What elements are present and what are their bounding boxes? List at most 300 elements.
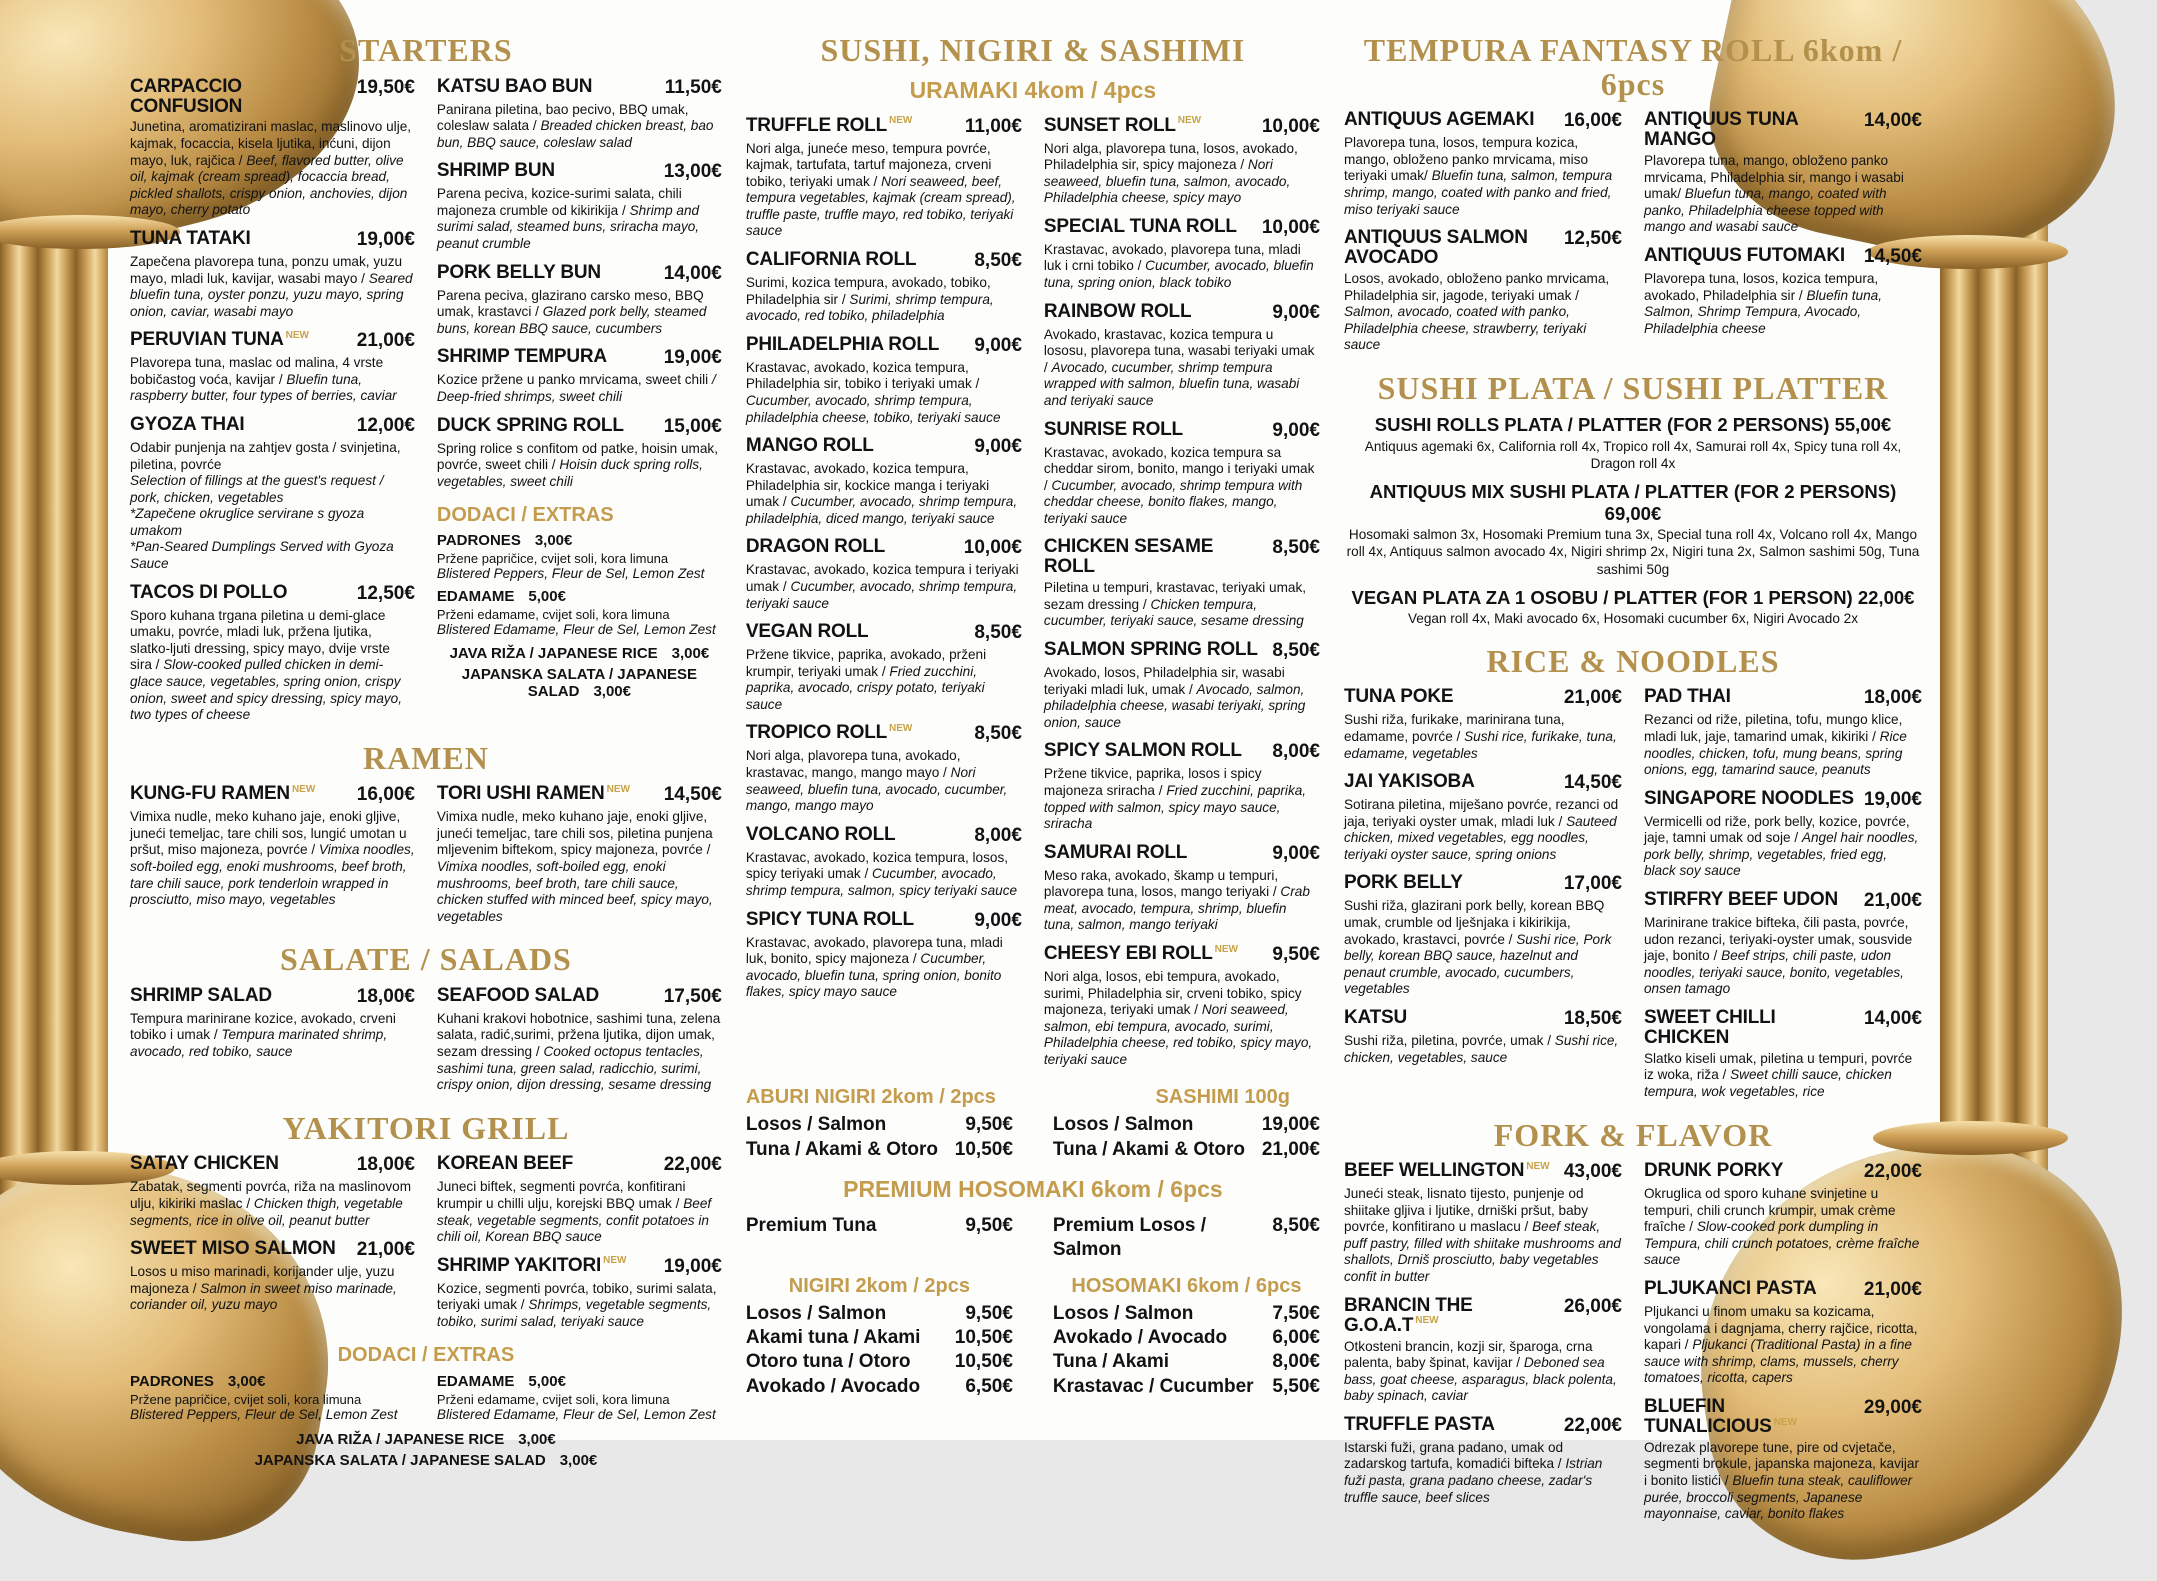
sub-column-right — [437, 1373, 722, 1429]
platter-description: Antiquus agemaki 6x, California roll 4x, Tropico roll 4x, Samurai roll 4x, Spicy tuna roll 4x, Dragon roll 4x — [1364, 438, 1902, 472]
item-name: ANTIQUUS TUNA MANGO — [1643, 109, 1798, 151]
menu-item — [1644, 789, 1922, 880]
table-row-label: Losos / Salmon — [1052, 1302, 1194, 1324]
item-description: Kuhani krakovi hobotnice, sashimi tuna, zelena salata, radić,surimi, pržena ljutika, dijon umak, sezam dressing / Cooked octopus tentacles, sashimi tuna, green salad, radicchio, surimi, crispy onion, dijon dressing, sesame dressing — [436, 1010, 721, 1093]
section-starters-items — [130, 77, 722, 734]
extra-row — [130, 1431, 722, 1448]
table-row — [746, 1214, 1013, 1238]
price-table — [1053, 1273, 1320, 1399]
extras-heading: DODACI / EXTRAS — [436, 504, 614, 527]
item-price: 9,00€ — [974, 334, 1022, 356]
sub-column-right — [1644, 687, 1922, 1110]
extra-name: EDAMAME — [436, 1373, 515, 1391]
extra-row-label: JAVA RIŽA / JAPANESE RICE — [449, 645, 658, 663]
menu-item — [130, 784, 415, 908]
item-price: 14,50€ — [1563, 772, 1622, 794]
menu-item — [1044, 116, 1320, 207]
extra-row-label: JAVA RIŽA / JAPANESE RICE — [296, 1431, 505, 1449]
platter-name: SUSHI ROLLS PLATA / PLATTER (FOR 2 PERSONS) 55,00€ — [1374, 414, 1892, 436]
item-description: Krastavac, avokado, kozica tempura, Philadelphia sir, kockice manga i teriyaki umak / Cucumber, avocado, shrimp tempura, philadelphia, diced mango, teriyaki sauce — [745, 461, 1018, 526]
table-row — [746, 1350, 1013, 1374]
extra-item — [437, 532, 722, 583]
item-price: 9,00€ — [974, 436, 1022, 458]
extra-price: 3,00€ — [227, 1373, 266, 1391]
item-description: Krastavac, avokado, plavorepa tuna, mladi luk i crni tobiko / Cucumber, avocado, bluefin tuna, spring onion, black tobiko — [1043, 241, 1314, 291]
new-badge: NEW — [1415, 1315, 1439, 1327]
table-row-label: Avokado / Avocado — [745, 1375, 921, 1397]
item-price: 9,00€ — [1272, 419, 1320, 441]
menu-column-right — [1344, 26, 1922, 1533]
extra-row — [437, 645, 722, 662]
sub-column-left — [130, 784, 415, 918]
item-description: Juneci biftek, segmenti povrća, konfitirani krumpir u chilli ulju, korejski BBQ umak / Beef steak, vegetable segments, confit potatoes in chili oil, Korean BBQ sauce — [436, 1179, 712, 1245]
extra-row-label: JAPANSKA SALATA / JAPANESE SALAD — [254, 1452, 546, 1470]
item-price: 8,50€ — [1272, 537, 1320, 559]
item-price: 19,00€ — [1863, 788, 1922, 810]
menu-item — [1644, 1397, 1922, 1523]
item-name: TUNA TATAKI — [130, 227, 251, 249]
menu-item — [437, 161, 722, 252]
extra-item — [130, 1373, 415, 1424]
item-description: Pržene tikvice, paprika, avokado, prženi krumpir, teriyaki umak / Fried zucchini, paprika, avocado, crispy potato, teriyaki sauce — [745, 647, 987, 712]
item-price: 8,50€ — [974, 723, 1022, 745]
item-name: ANTIQUUS FUTOMAKI — [1643, 244, 1845, 266]
item-description: Zapečena plavorepa tuna, ponzu umak, yuzu mayo, mladi luk, kavijar, wasabi mayo / Seared bluefin tuna, oyster ponzu, yuzu mayo, spring onion, caviar, wasabi mayo — [130, 253, 413, 319]
item-price: 15,00€ — [663, 415, 722, 437]
sub-column-right — [437, 77, 722, 703]
table-row-price: 10,50€ — [954, 1351, 1013, 1373]
table-row-price: 9,50€ — [965, 1114, 1013, 1136]
menu-item — [1644, 110, 1922, 236]
item-description: Sushi riža, piletina, povrće, umak / Sushi rice, chicken, vegetables, sauce — [1343, 1032, 1619, 1065]
item-price: 19,00€ — [663, 347, 722, 369]
table-row-price: 5,50€ — [1272, 1375, 1320, 1397]
table-row-label: Otoro tuna / Otoro — [745, 1351, 911, 1373]
item-name: SEAFOOD SALAD — [436, 984, 599, 1006]
new-badge: NEW — [285, 329, 309, 341]
item-price: 11,00€ — [964, 115, 1022, 137]
item-description: Istarski fuži, grana padano, umak od zadarskog tartufa, komadići bifteka / Istrian fuži pasta, grana padano cheese, zadar's truffle sauce, beef slices — [1343, 1439, 1603, 1505]
platter-item — [1344, 414, 1922, 472]
menu-item — [437, 1256, 722, 1331]
item-name: KUNG-FU RAMEN $^{NEW}$ — [130, 783, 316, 805]
sub-column-right — [1044, 116, 1320, 1079]
menu-item — [1344, 873, 1622, 997]
table-row-label: Losos / Salmon — [1052, 1114, 1194, 1136]
item-name: BEEF WELLINGTON $^{NEW}$ — [1343, 1160, 1550, 1182]
item-name: SATAY CHICKEN — [130, 1153, 279, 1175]
item-description: Spring rolice s confitom od patke, hoisin umak, povrće, sweet chili / Hoisin duck spring rolls, vegetables, sweet chili — [436, 440, 718, 489]
menu-item — [130, 1154, 415, 1229]
extra-row-price: 3,00€ — [671, 645, 710, 663]
item-price: 8,00€ — [974, 824, 1022, 846]
item-description: Junetina, aromatizirani maslac, maslinovo ulje, kajmak, focaccia, kisela ljutika, inćuni, dijon mayo, luk, rajčica / Beef, flavored butter, olive oil, kajmak (cream spread), focaccia bread, pickled shallots, crispy onion, anchovies, dijon mayo, cherry potato — [130, 119, 412, 218]
section-title-sushi-nigiri-sashimi: SUSHI, NIGIRI & SASHIMI — [820, 32, 1246, 68]
platter-name: ANTIQUUS MIX SUSHI PLATA / PLATTER (FOR 2 PERSONS) 69,00€ — [1369, 481, 1897, 524]
item-description: Sporo kuhana trgana piletina u demi-glace umaku, povrće, mladi luk, pržena ljutika, slatko-ljuti dressing, spicy mayo, dvije vrste sira / Slow-cooked pulled chicken in demi-glace sauce, vegetables, spring onion, crispy onion, sweet and spicy dressing, spicy mayo, two types of cheese — [130, 607, 403, 723]
item-price: 16,00€ — [1563, 110, 1622, 132]
item-description: Krastavac, avokado, kozica tempura sa cheddar sirom, bonito, mango i teriyaki umak / Cucumber, avocado, shrimp tempura with cheddar cheese, bonito flakes, mango, teriyaki sauce — [1043, 444, 1315, 526]
item-name: CHICKEN SESAME ROLL — [1043, 536, 1214, 578]
table-row — [746, 1113, 1013, 1137]
item-price: 18,50€ — [1563, 1007, 1622, 1029]
item-description: Rezanci od riže, piletina, tofu, mungo klice, mladi luk, jaje, tamarind umak, kikiriki / Rice noodles, chicken, tofu, mung beans, spring onions, egg, tamarind sauce, peanuts — [1643, 712, 1907, 778]
menu-item — [746, 825, 1022, 900]
price-table-heading: ABURI NIGIRI 2kom / 2pcs — [745, 1086, 996, 1109]
menu-item — [1644, 687, 1922, 778]
item-description: Parena peciva, glazirano carsko meso, BBQ umak, krastavci / Glazed pork belly, steamed buns, korean BBQ sauce, cucumbers — [436, 287, 707, 336]
item-name: SPECIAL TUNA ROLL — [1043, 215, 1237, 237]
item-name: TRUFFLE PASTA — [1343, 1413, 1495, 1435]
item-description: Surimi, kozica tempura, avokado, tobiko, Philadelphia sir / Surimi, shrimp tempura, avocado, red tobiko, philadelphia — [745, 275, 994, 324]
table-row-label: Tuna / Akami & Otoro — [1052, 1138, 1246, 1160]
menu-item — [746, 723, 1022, 814]
menu-column-center — [746, 26, 1320, 1533]
table-row-price: 6,00€ — [1272, 1327, 1320, 1348]
table-row-price: 9,50€ — [965, 1215, 1013, 1237]
table-row-price: 10,50€ — [954, 1138, 1013, 1160]
section-extras-bottom-items — [130, 1373, 722, 1429]
item-name: DRUNK PORKY — [1643, 1160, 1784, 1182]
extra-row — [130, 1452, 722, 1469]
item-price: 12,50€ — [1563, 228, 1622, 250]
table-row — [1053, 1375, 1320, 1399]
sub-column-left — [1344, 1161, 1622, 1516]
item-description: Pljukanci u finom umaku sa kozicama, vongolama i dagnjama, cherry rajčice, ricotta, kapari / Pljukanci (Traditional Pasta) in a fine sauce with shrimp, clams, mussels, cherry tomatoes, ricotta, capers — [1643, 1304, 1918, 1386]
item-price: 43,00€ — [1563, 1161, 1622, 1183]
menu-item — [1644, 1161, 1922, 1269]
table-row — [746, 1326, 1013, 1350]
item-description: Nori alga, plavorepa tuna, avokado, krastavac, mango, mango mayo / Nori seaweed, bluefin tuna, avocado, cucumber, mango, mango mayo — [745, 748, 1008, 814]
section-fork-flavor-items — [1344, 1161, 1922, 1533]
item-price: 26,00€ — [1563, 1295, 1622, 1317]
item-description: Plavorepa tuna, losos, tempura kozica, mango, obloženo panko mrvicama, miso teriyaki umak/ Bluefin tuna, salmon, tempura shrimp, mango, coated with panko and fried, miso teriyaki sauce — [1343, 135, 1613, 217]
extra-row-price: 3,00€ — [518, 1431, 556, 1449]
table-row-label: Tuna / Akami & Otoro — [745, 1138, 938, 1160]
item-name: BLUEFIN TUNALICIOUS $^{NEW}$ — [1643, 1395, 1797, 1437]
item-name: SUNSET ROLL $^{NEW}$ — [1043, 114, 1202, 136]
menu-item — [437, 784, 722, 925]
item-price: 29,00€ — [1863, 1396, 1922, 1418]
sub-column-right — [437, 986, 722, 1104]
item-price: 8,00€ — [1272, 741, 1320, 763]
item-description: Losos u miso marinadi, korijander ulje, yuzu majoneza / Salmon in sweet miso marinade, coriander oil, yuzu mayo — [130, 1264, 397, 1313]
new-badge: NEW — [1177, 115, 1202, 127]
item-description: Sushi riža, furikake, marinirana tuna, edamame, povrće / Sushi rice, furikake, tuna, edamame, vegetables — [1343, 712, 1617, 761]
table-row-price: 21,00€ — [1261, 1138, 1320, 1160]
item-description: Sushi riža, glazirani pork belly, korean BBQ umak, crumble od lješnjaka i kikirikija, avokado, krastavci, povrće / Sushi rice, Pork belly, korean BBQ sauce, hazelnut and penaut crumble, avocado, cucumbers, vegetables — [1343, 898, 1612, 997]
section-title-yakitori-grill: YAKITORI GRILL — [282, 1109, 570, 1146]
section-subtitle-sushi-nigiri-sashimi: URAMAKI 4kom / 4pcs — [909, 76, 1157, 103]
menu-item — [1344, 110, 1622, 218]
platter-description: Vegan roll 4x, Maki avocado 6x, Hosomaki cucumber 6x, Nigiri Avocado 2x — [1407, 611, 1859, 627]
item-price: 17,50€ — [663, 985, 722, 1007]
extra-item — [437, 588, 722, 639]
section-title-sushi-platter: SUSHI PLATA / SUSHI PLATTER — [1377, 369, 1889, 406]
menu-item — [130, 330, 415, 405]
menu-item — [1644, 1279, 1922, 1387]
item-price: 14,00€ — [1863, 110, 1922, 132]
item-price: 9,00€ — [974, 909, 1022, 931]
item-name: PAD THAI — [1643, 686, 1731, 708]
sub-column-left — [130, 1154, 415, 1323]
item-price: 9,00€ — [1272, 301, 1320, 323]
section-title-extras-bottom: DODACI / EXTRAS — [337, 1344, 515, 1367]
item-name: SALMON SPRING ROLL — [1043, 639, 1258, 661]
platter-item — [1344, 481, 1922, 578]
item-name: DUCK SPRING ROLL — [436, 414, 624, 436]
item-price: 18,00€ — [356, 985, 415, 1007]
item-name: KATSU BAO BUN — [436, 75, 593, 97]
item-description: Tempura marinirane kozice, avokado, crveni tobiko i umak / Tempura marinated shrimp, avocado, red tobiko, sauce — [130, 1010, 396, 1060]
item-description: Juneći steak, lisnato tijesto, punjenje od shiitake gljiva i ljutike, drniški pršut, baby povrće, konfitirano u maslacu / Beef steak, puff pastry, filled with shiitake mushrooms and shallots, Drniš prosciutto, baby vegetables confit in butter — [1343, 1186, 1621, 1285]
menu-item — [746, 250, 1022, 325]
section-sushi-platter-items — [1344, 414, 1922, 636]
item-name: PLJUKANCI PASTA — [1643, 1278, 1817, 1300]
item-description: Vimixa nudle, meko kuhano jaje, enoki gljive, juneći temeljac, tare chili sos, piletina punjena mljevenim biftekom, spicy majoneza, povrće / Vimixa noodles, soft-boiled egg, enoki mushrooms, beef broth, tare chili sauce, chicken stuffed with minced beef, spicy mayo, vegetables — [436, 809, 713, 924]
extra-item — [437, 1373, 722, 1424]
table-row — [1053, 1138, 1320, 1162]
table-row — [1053, 1350, 1320, 1374]
price-table — [746, 1273, 1013, 1399]
item-name: SWEET CHILLI CHICKEN — [1643, 1006, 1776, 1048]
section-yakitori-items — [130, 1154, 722, 1340]
section-title-rice-noodles: RICE & NOODLES — [1486, 642, 1780, 679]
item-name: TORI USHI RAMEN $^{NEW}$ — [436, 783, 630, 805]
extra-price: 5,00€ — [528, 1373, 566, 1391]
section-title-tempura-fantasy-roll: TEMPURA FANTASY ROLL 6kom / 6pcs — [1363, 32, 1903, 102]
item-name: PORK BELLY — [1343, 872, 1463, 894]
table-row — [746, 1375, 1013, 1399]
item-name: GYOZA THAI — [130, 413, 245, 435]
menu-item — [746, 335, 1022, 426]
item-name: SHRIMP BUN — [436, 160, 555, 182]
menu-item — [1044, 537, 1320, 630]
item-name: TRUFFLE ROLL $^{NEW}$ — [745, 114, 913, 136]
menu-item — [1044, 302, 1320, 410]
item-description: Pržene tikvice, paprika, losos i spicy majoneza sriracha / Fried zucchini, paprika, topped with salmon, spicy mayo sauce, sriracha — [1043, 766, 1307, 832]
menu-item — [130, 415, 415, 573]
table-row — [746, 1302, 1013, 1326]
extra-price: 5,00€ — [528, 587, 566, 605]
menu-item — [1344, 772, 1622, 863]
item-price: 14,00€ — [663, 262, 722, 284]
table-row-label: Avokado / Avocado — [1052, 1327, 1228, 1348]
item-price: 21,00€ — [1563, 687, 1622, 709]
new-badge: NEW — [889, 115, 913, 127]
table-row-price: 8,50€ — [1272, 1215, 1320, 1237]
menu-item — [130, 77, 415, 219]
table-row-label: Krastavac / Cucumber — [1052, 1375, 1254, 1397]
item-price: 22,00€ — [1863, 1161, 1922, 1183]
price-table — [746, 1214, 1013, 1263]
item-price: 21,00€ — [356, 1239, 415, 1261]
table-row-price: 9,50€ — [965, 1302, 1013, 1324]
menu-item — [1044, 420, 1320, 528]
extra-description: Prženi edamame, cvijet soli, kora limuna Blistered Edamame, Fleur de Sel, Lemon Zest — [436, 606, 716, 637]
item-price: 14,50€ — [1863, 245, 1922, 267]
item-description: Vimixa nudle, meko kuhano jaje, enoki gljive, juneći temeljac, tare chili sos, lungić umotan u pršut, miso majoneza, povrće / Vimixa noodles, soft-boiled egg, enoki mushrooms, beef broth, tare chili sauce, pork tenderloin wrapped in prosciutto, miso mayo, vegetables — [130, 809, 415, 908]
item-name: SHRIMP YAKITORI $^{NEW}$ — [436, 1254, 627, 1276]
item-name: KATSU — [1343, 1006, 1407, 1028]
item-price: 19,00€ — [663, 1255, 722, 1277]
table-row-price: 6,50€ — [965, 1375, 1013, 1397]
table-row — [1053, 1214, 1320, 1263]
item-name: TACOS DI POLLO — [130, 581, 288, 603]
menu-item — [437, 416, 722, 491]
new-badge: NEW — [889, 723, 913, 735]
item-name: SHRIMP TEMPURA — [436, 346, 607, 368]
table-row-label: Premium Tuna — [745, 1215, 877, 1237]
item-name: CARPACCIO CONFUSION — [130, 75, 243, 117]
menu-item — [437, 347, 722, 405]
item-name: SUNRISE ROLL — [1043, 418, 1183, 440]
menu-content — [130, 26, 1922, 1533]
menu-item — [130, 986, 415, 1061]
item-price: 13,00€ — [663, 161, 722, 183]
item-description: Slatko kiseli umak, piletina u tempuri, povrće iz woka, riža / Sweet chilli sauce, chicken tempura, wok vegetables, rice — [1643, 1050, 1913, 1099]
price-table — [1053, 1214, 1320, 1263]
item-price: 19,00€ — [356, 228, 415, 250]
table-row-price: 10,50€ — [954, 1327, 1013, 1348]
platter-description: Hosomaki salmon 3x, Hosomaki Premium tuna 3x, Special tuna roll 4x, Volcano roll 4x, Mango roll 4x, Antiquus salmon avocado 4x, Nigiri shrimp 2x, Nigiri tuna 2x, Salmon sashimi 50g, Tuna sashimi 50g — [1346, 527, 1920, 577]
extra-row — [437, 666, 722, 700]
item-name: SAMURAI ROLL — [1043, 841, 1188, 863]
item-description: Krastavac, avokado, plavorepa tuna, mladi luk, bonito, spicy majoneza / Cucumber, avocado, bluefin tuna, spring onion, bonito flakes, spicy mayo sauce — [745, 934, 1003, 1000]
item-description: Krastavac, avokado, kozica tempura, losos, spicy teriyaki umak / Cucumber, avocado, shrimp tempura, salmon, spicy teriyaki sauce — [745, 849, 1018, 898]
extra-description: Pržene papričice, cvijet soli, kora limuna Blistered Peppers, Fleur de Sel, Lemon Zest — [130, 1392, 398, 1423]
item-name: SWEET MISO SALMON — [130, 1238, 336, 1260]
menu-item — [1044, 741, 1320, 832]
item-name: SPICY TUNA ROLL — [745, 908, 914, 930]
item-name: VEGAN ROLL — [745, 621, 869, 643]
item-name: ANTIQUUS SALMON AVOCADO — [1343, 227, 1528, 269]
sub-column-right — [1644, 110, 1922, 347]
item-description: Krastavac, avokado, kozica tempura i teriyaki umak / Cucumber, avocado, shrimp tempura, teriyaki sauce — [745, 562, 1019, 611]
price-table — [1053, 1084, 1320, 1162]
sub-column-right — [437, 784, 722, 935]
item-name: PORK BELLY BUN — [436, 261, 601, 283]
item-name: SINGAPORE NOODLES — [1643, 787, 1854, 809]
item-description: Krastavac, avokado, kozica tempura, Philadelphia sir, tobiko i teriyaki umak / Cucumber, avocado, shrimp tempura, philadelphia cheese, tobiko, teriyaki sauce — [745, 359, 1001, 425]
extra-row-price: 3,00€ — [593, 683, 631, 701]
item-price: 11,50€ — [664, 76, 722, 98]
item-name: PERUVIAN TUNA $^{NEW}$ — [130, 329, 309, 351]
item-description: Sotirana piletina, miješano povrće, rezanci od jaja, teriyaki oyster umak, mladi luk / Sauteed chicken, mixed vegetables, egg noodles, teriyaki oyster sauce, spring onions — [1343, 797, 1619, 862]
item-price: 8,50€ — [974, 250, 1022, 272]
item-name: JAI YAKISOBA — [1343, 771, 1475, 793]
item-price: 17,00€ — [1563, 873, 1622, 895]
section-rice-noodles-items — [1344, 687, 1922, 1110]
menu-item — [437, 1154, 722, 1245]
new-badge: NEW — [1773, 1416, 1797, 1428]
item-description: Odrezak plavorepe tune, pire od cvjetače, segmenti brokule, japanska majoneza, kavijar i bonito listići / Bluefin tuna steak, cauliflower purée, broccoli segments, Japanese mayonnaise, caviar, bonito flakes — [1643, 1439, 1920, 1522]
item-name: TROPICO ROLL $^{NEW}$ — [745, 722, 913, 744]
new-badge: NEW — [603, 1255, 627, 1267]
section-nigiri-hosomaki — [746, 1273, 1320, 1399]
sub-column-left — [130, 77, 415, 734]
new-badge: NEW — [1214, 943, 1238, 955]
new-badge: NEW — [291, 783, 316, 795]
menu-item — [1044, 217, 1320, 292]
item-description: Okruglica od sporo kuhane svinjetine u tempuri, chili crunch krumpir, umak crème fraîche / Slow-cooked pork dumpling in Tempura, chili crunch potatoes, crème fraîche sauce — [1643, 1186, 1920, 1268]
item-price: 21,00€ — [1863, 890, 1922, 912]
extra-row-label: JAPANSKA SALATA / JAPANESE SALAD — [461, 666, 698, 701]
item-description: Marinirane trakice bifteka, čili pasta, povrće, udon rezanci, teriyaki-oyster umak, sousvide jaje, bonito / Beef strips, chili paste, udon noodles, teriyaki sauce, bonito, vegetables, onsen tamago — [1643, 915, 1913, 997]
item-description: Nori alga, losos, ebi tempura, avokado, surimi, Philadelphia sir, crveni tobiko, spicy majoneza, teriyaki umak / Nori seaweed, salmon, ebi tempura, avocado, surimi, Philadelphia cheese, red tobiko, spicy mayo, teriyaki sauce — [1043, 968, 1313, 1067]
menu-column-left — [130, 26, 722, 1533]
section-tempura-fantasy-items — [1344, 110, 1922, 364]
table-row-label: Premium Losos / Salmon — [1052, 1215, 1207, 1261]
item-name: RAINBOW ROLL — [1043, 300, 1192, 322]
item-price: 18,00€ — [356, 1154, 415, 1176]
item-description: Avokado, krastavac, kozica tempura u lososu, plavorepa tuna, wasabi teriyaki umak / Avocado, cucumber, shrimp tempura wrapped with salmon, bluefin tuna, wasabi and teriyaki sauce — [1043, 326, 1315, 408]
table-row — [1053, 1302, 1320, 1326]
section-title-ramen: RAMEN — [362, 739, 489, 776]
platter-item — [1344, 587, 1922, 628]
sub-column-left — [1344, 687, 1622, 1076]
menu-item — [130, 1239, 415, 1314]
extra-name: PADRONES — [130, 1373, 214, 1391]
table-row-label: Tuna / Akami — [1052, 1351, 1170, 1373]
sub-column-left — [1344, 110, 1622, 364]
section-uramaki-items — [746, 116, 1320, 1079]
item-description: Kozice pržene u panko mrvicama, sweet chili / Deep-fried shrimps, sweet chili — [436, 372, 716, 404]
table-row-price: 19,00€ — [1261, 1114, 1320, 1136]
price-table — [746, 1084, 1013, 1162]
item-name: SPICY SALMON ROLL — [1043, 740, 1242, 762]
menu-item — [1344, 687, 1622, 762]
sub-column-right — [1644, 1161, 1922, 1533]
item-price: 22,00€ — [663, 1154, 722, 1176]
menu-item — [746, 436, 1022, 527]
item-name: VOLCANO ROLL — [745, 823, 896, 845]
section-ramen-items — [130, 784, 722, 935]
item-description: Nori alga, plavorepa tuna, losos, avokado, Philadelphia sir, spicy majoneza / Nori seaweed, bluefin tuna, salmon, avocado, Philadelphia cheese, spicy mayo — [1043, 140, 1298, 206]
platter-name: VEGAN PLATA ZA 1 OSOBU / PLATTER (FOR 1 PERSON) 22,00€ — [1351, 587, 1915, 609]
menu-item — [746, 910, 1022, 1001]
section-aburi-sashimi — [746, 1084, 1320, 1162]
item-description: Plavorepa tuna, mango, obloženo panko mrvicama, Philadelphia sir, mango i wasabi umak/ Bluefun tuna, mango, coated with panko, Philadelphia cheese topped with mango and wasabi sauce — [1643, 153, 1904, 235]
menu-item — [1344, 1296, 1622, 1405]
sub-column-left — [746, 116, 1022, 1011]
item-price: 9,50€ — [1272, 943, 1320, 965]
item-name: STIRFRY BEEF UDON — [1643, 889, 1838, 911]
sub-column-left — [130, 986, 415, 1071]
menu-item — [1044, 843, 1320, 934]
table-row-label: Losos / Salmon — [745, 1114, 887, 1136]
menu-item — [1344, 1161, 1622, 1285]
price-table-heading: NIGIRI 2kom / 2pcs — [788, 1274, 970, 1297]
sub-column-right — [437, 1154, 722, 1340]
menu-item — [1044, 944, 1320, 1068]
menu-item — [130, 229, 415, 320]
extra-name: EDAMAME — [436, 587, 515, 605]
item-name: MANGO ROLL — [745, 435, 874, 457]
item-price: 18,00€ — [1863, 687, 1922, 709]
item-price: 22,00€ — [1563, 1414, 1622, 1436]
item-description: Plavorepa tuna, maslac od malina, 4 vrste bobičastog voća, kavijar / Bluefin tuna, raspberry butter, four types of berries, caviar — [130, 355, 397, 404]
item-price: 21,00€ — [356, 330, 415, 352]
item-description: Zabatak, segmenti povrća, riža na maslinovom ulju, kikiriki maslac / Chicken thigh, vegetable segments, rice in olive oil, peanut butter — [130, 1179, 412, 1228]
menu-item — [437, 77, 722, 152]
item-description: Nori alga, juneće meso, tempura povrće, kajmak, tartufata, tartuf majoneza, crveni tobiko, teriyaki umak / Nori seaweed, beef, tempura vegetables, kajmak (cream spread), truffle paste, truffle mayo, red tobiko, teriyaki sauce — [745, 140, 1016, 239]
table-row-label: Losos / Salmon — [745, 1302, 887, 1324]
item-name: SHRIMP SALAD — [130, 984, 272, 1006]
table-row — [746, 1138, 1013, 1162]
extra-price: 3,00€ — [534, 532, 573, 550]
new-badge: NEW — [1526, 1160, 1550, 1172]
